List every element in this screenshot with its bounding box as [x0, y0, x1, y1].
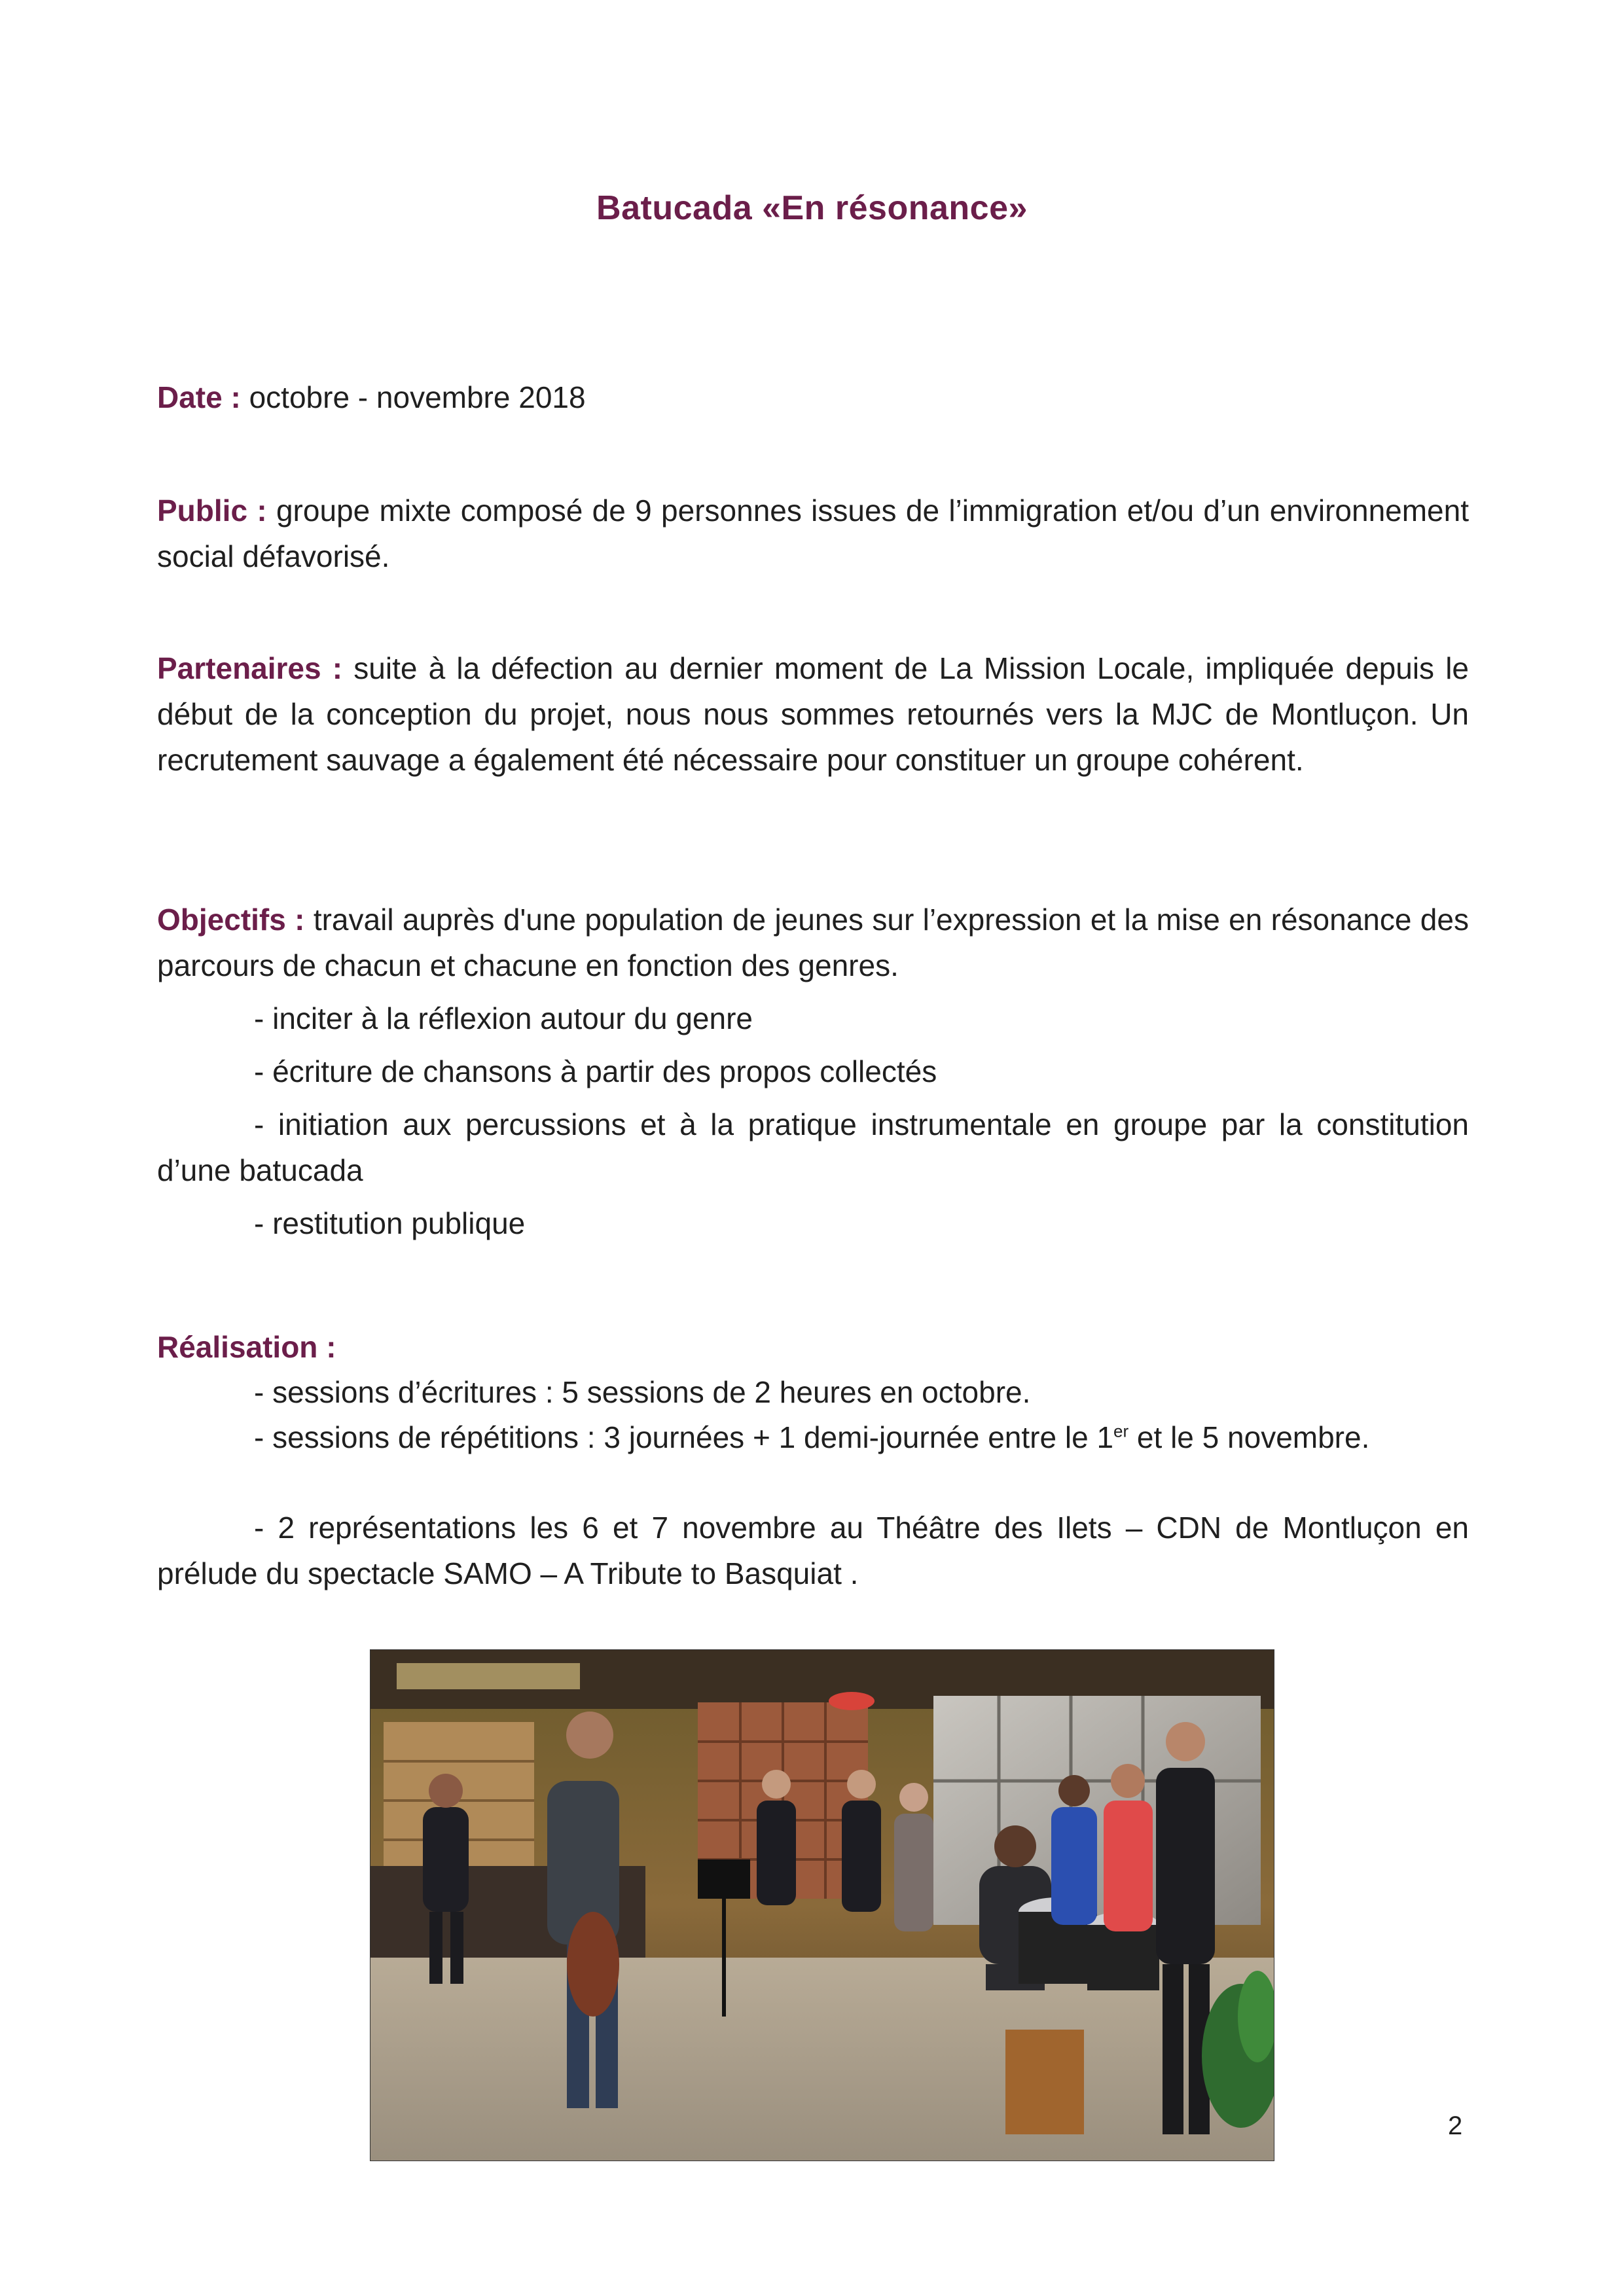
realisation-section: [157, 1324, 1469, 1370]
page-number: 2: [1448, 2111, 1463, 2140]
realisation-item2-text: - sessions de répétitions : 3 journées + 1 demi-journée entre le 1: [254, 1420, 1114, 1454]
public-text: groupe mixte composé de 9 personnes issues de l’immigration et/ou d’un environnement social défavorisé.: [157, 493, 1470, 573]
realisation-label: Réalisation :: [157, 1330, 336, 1364]
page-title: Batucada «En résonance»: [596, 189, 1028, 227]
objectifs-item: - écriture de chansons à partir des propos collectés: [254, 1054, 937, 1088]
objectifs-item: - initiation aux percussions et à la pratique instrumentale en groupe par la constitution d’une batucada: [157, 1107, 1469, 1187]
partenaires-text: suite à la défection au dernier moment de La Mission Locale, impliquée depuis le début de la conception du projet, nous nous sommes retournés vers la MJC de Montluçon. Un recrutement sauvage a également été nécessaire pour constituer un groupe cohérent.: [157, 651, 1470, 777]
public-section: [157, 488, 1469, 579]
date-section: [157, 374, 1469, 420]
objectifs-item: - inciter à la réflexion autour du genre: [254, 1001, 753, 1035]
objectifs-item: - restitution publique: [254, 1206, 526, 1240]
realisation-item: - sessions d’écritures : 5 sessions de 2 heures en octobre.: [254, 1375, 1031, 1409]
realisation-item2-text-end: et le 5 novembre.: [1128, 1420, 1370, 1454]
objectifs-text: travail auprès d'une population de jeunes sur l’expression et la mise en résonance des parcours de chacun et chacune en fonction des genres.: [157, 903, 1469, 982]
partenaires-section: [157, 645, 1469, 783]
realisation-item: - 2 représentations les 6 et 7 novembre au Théâtre des Ilets – CDN de Montluçon en prélude du spectacle SAMO – A Tribute to Basquiat .: [157, 1511, 1469, 1590]
photo-illustration: [370, 1650, 1274, 2161]
realisation-item: [157, 1414, 1469, 1460]
objectifs-section: [157, 897, 1469, 988]
ordinal-superscript: er: [1113, 1421, 1129, 1441]
objectifs-label: Objectifs :: [157, 903, 305, 937]
batucada-photo: [370, 1649, 1274, 2161]
date-text: octobre - novembre 2018: [249, 380, 586, 414]
public-label: Public :: [157, 493, 267, 528]
partenaires-label: Partenaires :: [157, 651, 343, 685]
date-label: Date :: [157, 380, 241, 414]
